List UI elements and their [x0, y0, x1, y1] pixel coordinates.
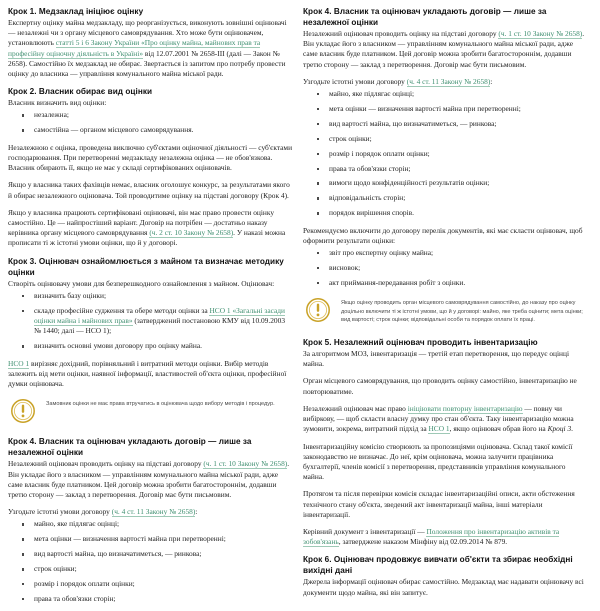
step-3-heading: Крок 3. Оцінювач ознайомлюється з майном та визначає методику оцінки	[8, 256, 284, 277]
step-2-bullet-list	[8, 110, 293, 135]
list-item: мета оцінки — визначення вартості майна при перетворенні;	[317, 104, 588, 114]
step-4-docs-list	[303, 248, 588, 288]
step-3-reference: Кроці 3	[547, 424, 572, 434]
step-5-paragraph-5: Протягом та після перевірки комісія складає інвентаризаційні описи, акти обстеження технічного стану об'єкта, зведений акт інвентаризації майна, інші матеріали інвентаризації.	[303, 489, 575, 519]
inventory-regulation-link[interactable]: Положення про інвентаризацію активів та зобов'язань	[303, 526, 560, 547]
list-item: розмір і порядок оплати оцінки;	[22, 579, 293, 589]
step-5-paragraph-2: Орган місцевого самоврядування, що проводить оцінку самостійно, інвентаризацію не повторюватиме.	[303, 376, 577, 396]
step-1-text-a: Експертну оцінку майна медзакладу, що реорганізується, виконують зовнішні оцінювачі — незалежні чи з органу місцевого самоврядування. Хто може бути оцінювачем, установлюють	[8, 18, 287, 48]
step-5-paragraph-4: Інвентаризаційну комісію створюють за пропозиціями оцінювача. Склад такої комісії законодавство не визначає. До неї, крім оцінювача, можна залучити працівника бухгалтерії, членів комісії з перетворення, представників управління комунального майна.	[303, 441, 573, 482]
step-6-heading: Крок 6. Оцінювач продовжує вивчати об'єкти та збирає необхідні вихідні дані	[303, 555, 573, 576]
step-3-lead: Створіть оцінювачу умови для безперешкодного ознайомлення з майном. Оцінювач:	[8, 278, 275, 288]
step-1-heading: Крок 1. Медзаклад ініціює оцінку	[8, 7, 144, 16]
step-5-text-a: Незалежний оцінювач має право	[303, 403, 408, 413]
step-4-paragraph-left	[8, 459, 293, 500]
warning-callout-2-text: Якщо оцінку проводить орган місцевого самоврядування самостійно, до наказу про оцінку доцільно включити ті ж істотні умови, що й у договорі: майно, яке треба оцінити; мета оцінки; вид вартості; строк оцінки; відповідальні особи та порядок оплати їх праці.	[341, 300, 583, 324]
step-2-paragraph-3	[8, 208, 293, 249]
list-item: вид вартості майна, що визначатиметься, — ринкова;	[317, 119, 588, 129]
warning-exclamation-icon-2	[305, 297, 331, 323]
list-item: звіт про експертну оцінку майна;	[317, 248, 588, 258]
law-2658-link[interactable]: статті 5 і 6 Закону України «Про оцінку майна, майнових прав та професійну оціночну діяльність в Україні»	[8, 38, 261, 58]
list-item: порядок вирішення спорів.	[317, 208, 588, 218]
list-item: строк оцінки;	[22, 564, 293, 574]
nso-1-standard-link[interactable]: НСО 1 «Загальні засади оцінки майна і майнових прав»	[34, 305, 285, 326]
step-5-paragraph-1: За алгоритмом МОЗ, інвентаризація — третій етап перетворення, що передує оцінці майна.	[303, 349, 569, 369]
step-2-heading: Крок 2. Власник обирає вид оцінки	[8, 87, 153, 97]
law-article-10-link-right[interactable]: (ч. 1 ст. 10 Закону № 2658)	[498, 29, 583, 38]
list-item-text-b: (затверджений постановою КМУ від 10.09.2003 № 1440; далі — НСО 1);	[34, 316, 286, 336]
warning-callout-2	[303, 296, 588, 325]
step-5-heading: Крок 5. Незалежний оцінювач проводить інвентаризацію	[303, 338, 538, 348]
step-4-text-a-right: Незалежний оцінювач проводить оцінку на підставі договору	[303, 29, 499, 38]
step-4-docs-lead: Рекомендуємо включити до договору перелік документів, які має скласти оцінювач, щоб оформити результати оцінки:	[303, 225, 583, 245]
law-article-10-link[interactable]: (ч. 2 ст. 10 Закону № 2658)	[149, 228, 234, 238]
list-item: самостійна — органом місцевого самоврядування.	[22, 125, 293, 135]
step-4-terms-lead-right	[303, 77, 588, 87]
step-3-bullet-list	[8, 291, 293, 352]
list-item: вимоги щодо конфіденційності результатів оцінки;	[317, 178, 588, 188]
terms-lead-b-right: :	[490, 76, 493, 86]
step-5-doc-text-a: Керівний документ з інвентаризації —	[303, 526, 427, 536]
nso-1-link-right[interactable]: НСО 1	[428, 424, 450, 434]
step-3-paragraph	[8, 359, 293, 390]
left-column	[8, 6, 293, 611]
list-item: акт приймання-передавання робіт з оцінки.	[317, 278, 588, 288]
right-column	[303, 6, 588, 605]
nso-1-link[interactable]: НСО 1	[8, 358, 30, 368]
step-3-text: вирізняє дохідний, порівняльний і витратний методи оцінки. Вибір методів залежить від мети оцінки, наявної інформації, властивостей об'єкта оцінки, професійної думки оцінювача.	[8, 358, 287, 389]
step-2-text-b: . У наказі можна прописати ті ж істотні умови оцінки, що й у договорі.	[8, 228, 286, 248]
list-item	[22, 306, 293, 337]
list-item-text-a: складе професійне судження та обере методи оцінки за	[34, 305, 210, 315]
list-item: майно, яке підлягає оцінці;	[317, 89, 588, 99]
list-item: визначить базу оцінки;	[22, 291, 293, 301]
list-item: вид вартості майна, що визначатиметься, — ринкова;	[22, 549, 293, 559]
step-4-terms-list-right	[303, 89, 588, 219]
step-5-doc-text-b: , затверджене наказом Мінфіну від 02.09.2014 № 879.	[338, 537, 508, 547]
list-item: права та обов'язки сторін;	[22, 594, 293, 604]
list-item: висновок;	[317, 263, 588, 273]
step-5-text-d: .	[571, 424, 574, 434]
list-item: визначить основні умови договору про оцінку майна.	[22, 341, 293, 351]
step-4-text-b: . Він укладає його з власником — управлінням комунального майна міської ради, адже саме власник буде платником. Цей договір можна зробити багатостороннім, додавши третю сторону — заклад з перетворення. Договір має бути письмовим.	[8, 459, 290, 500]
step-5-paragraph-6	[303, 527, 588, 547]
step-4-terms-lead-left	[8, 507, 293, 517]
list-item: розмір і порядок оплати оцінки;	[317, 149, 588, 159]
step-5-text-c: , якщо оцінювач обрав його на	[449, 424, 548, 434]
terms-lead-b: :	[195, 507, 198, 517]
step-4-text-a: Незалежний оцінювач проводить оцінку на підставі договору	[8, 459, 204, 469]
step-2-lead: Власник визначить вид оцінки:	[8, 98, 107, 108]
step-4-heading-right: Крок 4. Власник та оцінювач укладають договір — лише за незалежної оцінки	[303, 7, 547, 27]
terms-lead-a-right: Узгодьте істотні умови договору	[303, 76, 407, 86]
step-2-paragraph-2: Якщо у власника таких фахівців немає, власник оголошує конкурс, за результатами якого й обирає незалежного оцінювача. Той проводитиме оцінку на підставі договору (Крок 4).	[8, 180, 290, 200]
terms-lead-a: Узгодьте істотні умови договору	[8, 507, 112, 517]
step-1-text-b: від 12.07.2001 № 2658-III (далі — Закон № 2658). Самостійно їх медзаклад не обирає. Звертається із запитом про потребу провести оцінку до власника — управління комунального майна міської ради.	[8, 48, 286, 79]
step-6-paragraph: Джерела інформації оцінювач обирає самостійно. Медзаклад має надавати оцінювачу всі документи щодо майна, які він запитує.	[303, 577, 584, 597]
warning-callout-1-text: Замовник оцінки не має права втручатись в оцінювача щодо вибору методів і процедур.	[46, 401, 275, 408]
warning-exclamation-icon	[10, 398, 36, 424]
step-2-text-a: Якщо у власника працюють сертифіковані оцінювачі, він має право провести оцінку самостійно. Це — найпростіший варіант. Договір на потрібен — достатньо наказу керівника органу місцевого самоврядування	[8, 207, 275, 238]
list-item: незалежна;	[22, 110, 293, 120]
step-5-paragraph-3	[303, 404, 588, 435]
step-4-terms-list-left	[8, 519, 293, 604]
law-article-10-link-2[interactable]: (ч. 1 ст. 10 Закону № 2658)	[203, 459, 288, 469]
step-5-text-b: — повну чи вибіркову, — щоб скласти власну думку про стан об'єкта. Таку інвентаризацію можна зумовити, зокрема, витратний підхід за	[303, 403, 574, 434]
list-item: майно, яке підлягає оцінці;	[22, 519, 293, 529]
reinventory-link[interactable]: ініціювати повторну інвентаризацію	[407, 403, 523, 413]
warning-callout-1	[8, 397, 293, 424]
step-1-paragraph	[8, 18, 293, 79]
list-item: права та обов'язки сторін;	[317, 164, 588, 174]
step-4-paragraph-right	[303, 29, 588, 70]
law-article-11-link[interactable]: (ч. 4 ст. 11 Закону № 2658)	[111, 507, 196, 517]
step-4-text-b-right: . Він укладає його з власником — управлінням комунального майна міської ради, адже саме власник буде платником. Цей договір можна зробити багатостороннім, додавши третю сторону — заклад з перетворення. Договір має бути письмовим.	[303, 29, 585, 69]
list-item: мета оцінки — визначення вартості майна при перетворенні;	[22, 534, 293, 544]
list-item: відповідальність сторін;	[317, 193, 588, 203]
law-article-11-link-right[interactable]: (ч. 4 ст. 11 Закону № 2658)	[406, 76, 491, 86]
list-item: строк оцінки;	[317, 134, 588, 144]
step-2-paragraph-1: Незалежною є оцінка, проведена виключно суб'єктами оціночної діяльності — суб'єктами господарювання. При перетворенні медзакладу незалежна оцінка — не обов'язкова. Власник обирають її, якщо не має у складі сертифікованих оцінювачів.	[8, 142, 293, 173]
step-4-heading-left: Крок 4. Власник та оцінювач укладають договір — лише за незалежної оцінки	[8, 437, 252, 458]
